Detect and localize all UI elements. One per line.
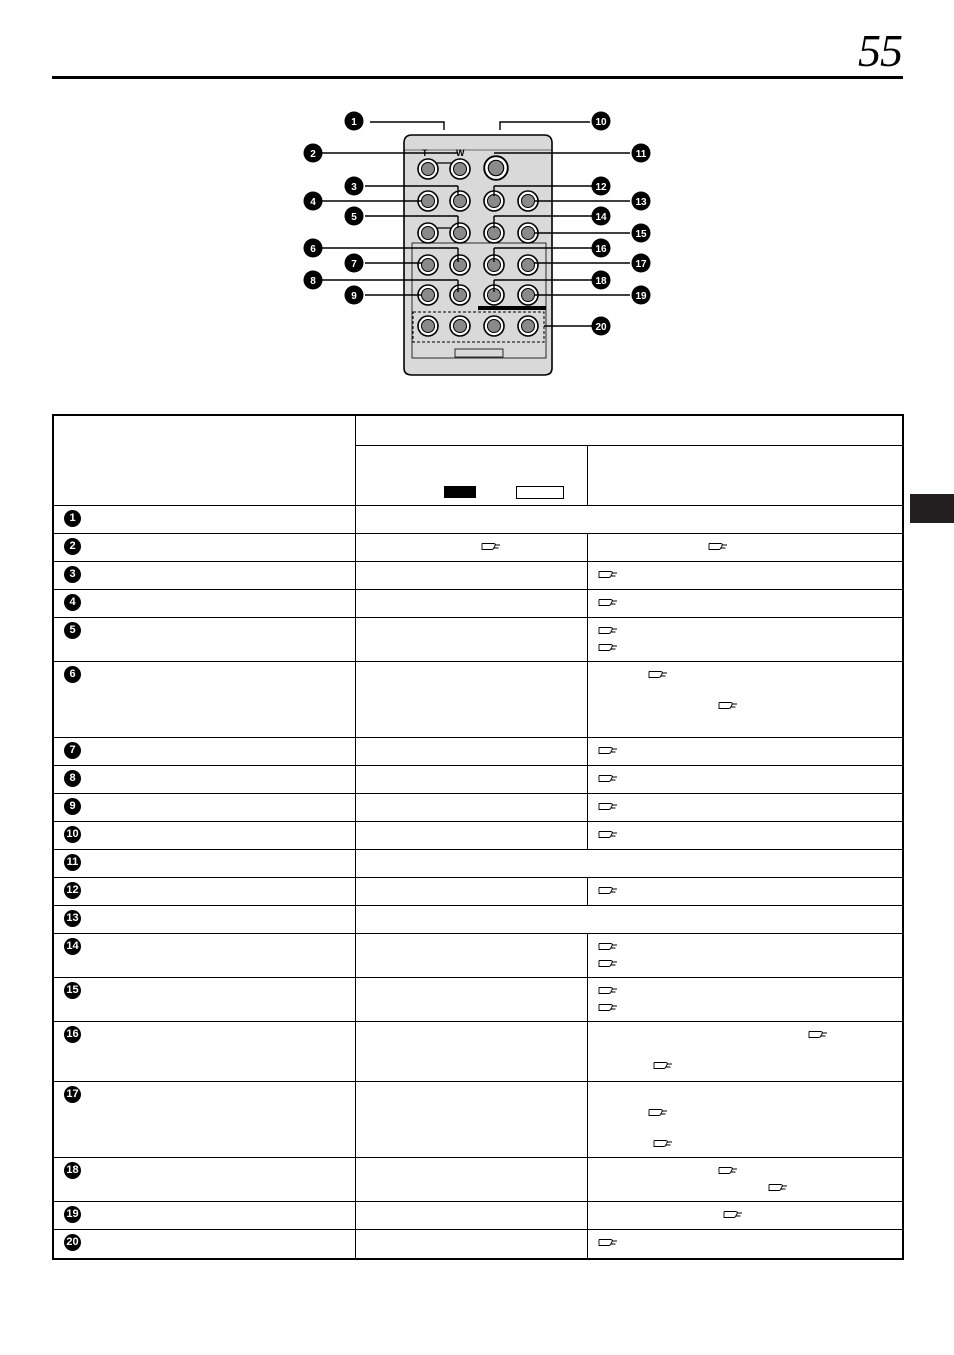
svg-text:3: 3 (351, 182, 357, 193)
button-number-badge: 10 (64, 826, 81, 843)
table-row (53, 1201, 903, 1229)
playback-function-cell (587, 977, 903, 1021)
recording-function-cell (355, 589, 587, 617)
button-name-cell (53, 1157, 355, 1201)
recording-function-cell (355, 533, 587, 561)
button-name-cell (53, 793, 355, 821)
recording-function-cell (355, 661, 587, 737)
recording-function-cell (355, 1021, 587, 1081)
t-label: T (422, 148, 428, 158)
svg-text:6: 6 (310, 244, 316, 255)
playback-function-cell (587, 737, 903, 765)
switch-white-swatch (516, 486, 564, 499)
table-row (53, 1229, 903, 1259)
playback-function-cell (587, 533, 903, 561)
callout-17 (632, 254, 651, 273)
callout-15 (632, 224, 651, 243)
button-name-cell (53, 617, 355, 661)
svg-text:15: 15 (635, 229, 647, 240)
button-name-cell (53, 661, 355, 737)
svg-text:12: 12 (595, 182, 607, 193)
header-function (355, 415, 903, 445)
callout-9 (345, 286, 364, 305)
reference-hand-icon (598, 624, 618, 635)
button-number-badge: 15 (64, 982, 81, 999)
playback-function-cell (587, 793, 903, 821)
playback-function-cell (587, 1081, 903, 1157)
button-function-table (52, 414, 904, 1260)
playback-function-cell (587, 933, 903, 977)
button-number-badge: 7 (64, 742, 81, 759)
reference-hand-icon (598, 940, 618, 951)
reference-hand-icon (598, 800, 618, 811)
button-number-badge: 8 (64, 770, 81, 787)
button-name-cell (53, 905, 355, 933)
button-number-badge: 3 (64, 566, 81, 583)
table-row (53, 1021, 903, 1081)
table-row (53, 877, 903, 905)
recording-function-cell (355, 617, 587, 661)
button-name-cell (53, 977, 355, 1021)
callout-8 (304, 271, 323, 290)
table-row (53, 821, 903, 849)
svg-text:10: 10 (595, 117, 607, 128)
w-label: W (456, 148, 465, 158)
callout-5 (345, 207, 364, 226)
reference-hand-icon (648, 668, 668, 679)
playback-function-cell (587, 589, 903, 617)
svg-text:5: 5 (351, 212, 357, 223)
recording-function-cell (355, 877, 587, 905)
table-row (53, 561, 903, 589)
recording-function-cell (355, 977, 587, 1021)
button-name-cell (53, 1021, 355, 1081)
recording-function-cell (355, 1229, 587, 1259)
playback-function-cell (587, 661, 903, 737)
playback-function-cell (587, 821, 903, 849)
reference-hand-icon (598, 957, 618, 968)
recording-function-cell (355, 1201, 587, 1229)
playback-function-cell (587, 1229, 903, 1259)
playback-function-cell (587, 617, 903, 661)
button-number-badge: 4 (64, 594, 81, 611)
reference-hand-icon (598, 641, 618, 652)
playback-function-cell (587, 1157, 903, 1201)
section-tab (910, 494, 954, 523)
callout-6 (304, 239, 323, 258)
button-number-badge: 19 (64, 1206, 81, 1223)
button-number-badge: 6 (64, 666, 81, 683)
playback-function-cell (587, 1201, 903, 1229)
button-name-cell (53, 765, 355, 793)
button-number-badge: 12 (64, 882, 81, 899)
callout-4 (304, 192, 323, 211)
recording-function-cell (355, 1157, 587, 1201)
svg-text:14: 14 (595, 212, 607, 223)
table-row (53, 589, 903, 617)
playback-function-cell (587, 1021, 903, 1081)
button-number-badge: 18 (64, 1162, 81, 1179)
callout-3 (345, 177, 364, 196)
svg-text:4: 4 (310, 197, 316, 208)
button-name-cell (53, 849, 355, 877)
svg-text:11: 11 (635, 149, 647, 160)
reference-hand-icon (598, 744, 618, 755)
playback-function-cell (587, 765, 903, 793)
table-row (53, 737, 903, 765)
button-name-cell (53, 1201, 355, 1229)
callout-18 (592, 271, 611, 290)
reference-hand-icon (598, 884, 618, 895)
table-row (53, 765, 903, 793)
svg-text:8: 8 (310, 276, 316, 287)
callout-14 (592, 207, 611, 226)
reference-hand-icon (718, 1164, 738, 1175)
recording-function-cell (355, 765, 587, 793)
page-number: 55 (858, 25, 902, 76)
callout-19 (632, 286, 651, 305)
recording-function-cell (355, 821, 587, 849)
header-recording-mode (355, 445, 587, 505)
button-number-badge: 5 (64, 622, 81, 639)
svg-text:2: 2 (310, 149, 316, 160)
callout-10 (592, 112, 611, 131)
button-name-cell (53, 589, 355, 617)
button-number-badge: 17 (64, 1086, 81, 1103)
button-name-cell (53, 821, 355, 849)
table-row (53, 905, 903, 933)
table-row (53, 977, 903, 1021)
table-row (53, 793, 903, 821)
reference-hand-icon (718, 699, 738, 710)
recording-function-cell (355, 1081, 587, 1157)
svg-text:13: 13 (635, 197, 647, 208)
table-row (53, 533, 903, 561)
button-name-cell (53, 561, 355, 589)
reference-hand-icon (653, 1137, 673, 1148)
button-name-cell (53, 737, 355, 765)
table-row (53, 1157, 903, 1201)
callout-16 (592, 239, 611, 258)
header-rule (52, 76, 903, 79)
table-row (53, 505, 903, 533)
callout-12 (592, 177, 611, 196)
callout-7 (345, 254, 364, 273)
callout-2 (304, 144, 323, 163)
reference-hand-icon (598, 596, 618, 607)
callout-13 (632, 192, 651, 211)
table-row (53, 933, 903, 977)
header-button-name (53, 415, 355, 505)
button-number-badge: 14 (64, 938, 81, 955)
switch-black-swatch (444, 486, 476, 498)
function-cell (355, 905, 903, 933)
svg-text:1: 1 (351, 117, 357, 128)
playback-function-cell (587, 561, 903, 589)
table-row (53, 661, 903, 737)
button-number-badge: 13 (64, 910, 81, 927)
button-number-badge: 16 (64, 1026, 81, 1043)
callout-1 (345, 112, 364, 131)
svg-text:17: 17 (635, 259, 647, 270)
reference-hand-icon (598, 1236, 618, 1247)
reference-hand-icon (481, 540, 501, 551)
remote-control-diagram (300, 100, 660, 390)
button-number-badge: 1 (64, 510, 81, 527)
button-name-cell (53, 1081, 355, 1157)
svg-text:9: 9 (351, 291, 357, 302)
recording-function-cell (355, 933, 587, 977)
reference-hand-icon (768, 1181, 788, 1192)
recording-function-cell (355, 793, 587, 821)
button-number-badge: 11 (64, 854, 81, 871)
reference-hand-icon (598, 568, 618, 579)
callout-20 (592, 317, 611, 336)
reference-hand-icon (648, 1106, 668, 1117)
reference-hand-icon (723, 1208, 743, 1219)
button-name-cell (53, 933, 355, 977)
recording-function-cell (355, 561, 587, 589)
function-cell (355, 849, 903, 877)
button-name-cell (53, 1229, 355, 1259)
svg-text:19: 19 (635, 291, 647, 302)
reference-hand-icon (598, 984, 618, 995)
table-row (53, 617, 903, 661)
recording-function-cell (355, 737, 587, 765)
header-playback-mode (587, 445, 903, 505)
reference-hand-icon (653, 1059, 673, 1070)
reference-hand-icon (598, 772, 618, 783)
button-number-badge: 2 (64, 538, 81, 555)
function-cell (355, 505, 903, 533)
callout-11 (632, 144, 651, 163)
button-name-cell (53, 505, 355, 533)
table-row (53, 849, 903, 877)
playback-function-cell (587, 877, 903, 905)
reference-hand-icon (708, 540, 728, 551)
reference-hand-icon (598, 1001, 618, 1012)
button-number-badge: 9 (64, 798, 81, 815)
reference-hand-icon (808, 1028, 828, 1039)
svg-text:16: 16 (595, 244, 607, 255)
button-name-cell (53, 877, 355, 905)
table-row (53, 1081, 903, 1157)
button-number-badge: 20 (64, 1234, 81, 1251)
reference-hand-icon (598, 828, 618, 839)
svg-text:7: 7 (351, 259, 357, 270)
svg-text:18: 18 (595, 276, 607, 287)
button-name-cell (53, 533, 355, 561)
svg-text:20: 20 (595, 322, 607, 333)
